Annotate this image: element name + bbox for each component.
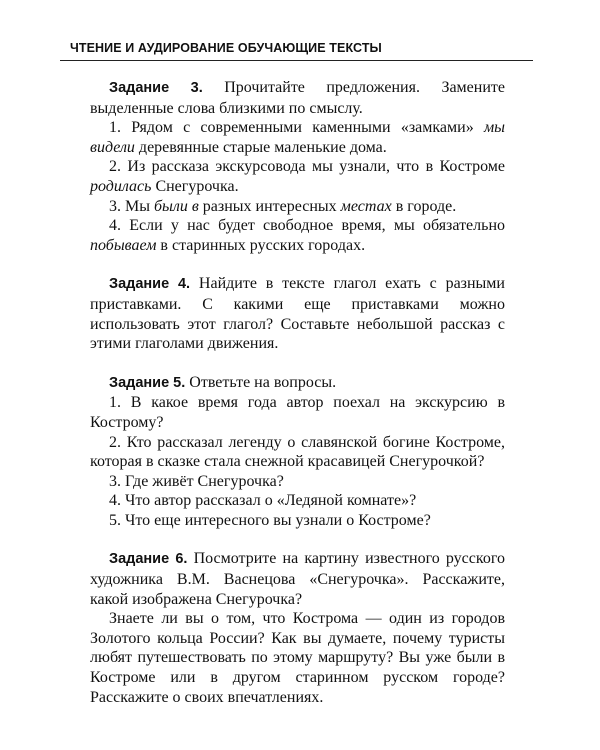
item-emphasis: мы видели [90, 119, 505, 156]
task-4-paragraph [90, 274, 505, 353]
item-text: 3. Мы [109, 197, 154, 215]
task-5-question: 4. Что автор рассказал о «Ледяной комнате»? [109, 492, 417, 510]
task-6 [90, 549, 505, 707]
page-body [90, 78, 505, 707]
task-4-text: Найдите в тексте глагол ехать с разными приставками. С какими еще приставками можно использовать этот глагол? Составьте небольшой рассказ с этими глаголами движения. [90, 275, 505, 353]
task-6-text: Посмотрите на картину известного русского художника В.М. Васнецова «Снегурочка». Расскажите, какой изображена Снегурочка? [90, 550, 506, 608]
item-text: Снегурочка. [151, 177, 239, 195]
item-text: в городе. [391, 197, 457, 215]
item-emphasis: были в [153, 197, 199, 215]
task-5-question: 3. Где живёт Снегурочка? [109, 472, 284, 490]
task-3-item-3 [90, 197, 505, 217]
task-3-item-1 [90, 118, 505, 157]
item-text: разных интересных [198, 197, 341, 215]
task-3-item-2 [90, 157, 505, 196]
task-4 [90, 274, 505, 353]
task-6-paragraph [90, 549, 505, 609]
running-header: ЧТЕНИЕ И АУДИРОВАНИЕ ОБУЧАЮЩИЕ ТЕКСТЫ [70, 41, 382, 55]
task-3 [90, 78, 505, 255]
task-5-question: 1. В какое время года автор поехал на экскурсию в Кострому? [90, 394, 505, 431]
item-text: в старинных русских городах. [156, 236, 366, 254]
item-text: деревянные старые маленькие дома. [134, 138, 387, 156]
task-5-label: Задание 5. [109, 374, 186, 391]
task-5-question: 5. Что еще интересного вы узнали о Костроме? [109, 511, 431, 529]
task-5-heading [90, 373, 505, 394]
task-5 [90, 373, 505, 531]
header-rule [60, 60, 533, 61]
item-text: 1. Рядом с современными каменными «замками» [109, 119, 484, 137]
task-5-intro: Ответьте на вопросы. [185, 373, 337, 391]
task-3-label: Задание 3. [109, 80, 203, 96]
item-emphasis: побываем [90, 236, 157, 254]
task-6-body: Знаете ли вы о том, что Кострома — один из городов Золотого кольца России? Как вы думаете, почему туристы любят путешествовать по этому маршруту? Вы уже были в Костроме или в другом старинном русском городе? Расскажите о своих впечатлениях. [90, 610, 505, 706]
task-3-instruction: Прочитайте предложения. Замените выделенные слова близкими по смыслу. [90, 79, 505, 117]
item-emphasis: родилась [90, 177, 152, 195]
task-3-item-4 [90, 216, 505, 255]
task-6-label: Задание 6. [109, 551, 188, 568]
item-text: 4. Если у нас будет свободное время, мы обязательно [109, 217, 505, 235]
task-4-label: Задание 4. [109, 276, 191, 293]
item-emphasis: местах [340, 197, 392, 215]
task-3-heading [90, 78, 505, 118]
item-text: 2. Из рассказа экскурсовода мы узнали, что в Костроме [109, 158, 505, 176]
task-5-question: 2. Кто рассказал легенду о славянской богине Костроме, которая в сказке стала снежной красавицей Снегурочкой? [90, 433, 505, 471]
